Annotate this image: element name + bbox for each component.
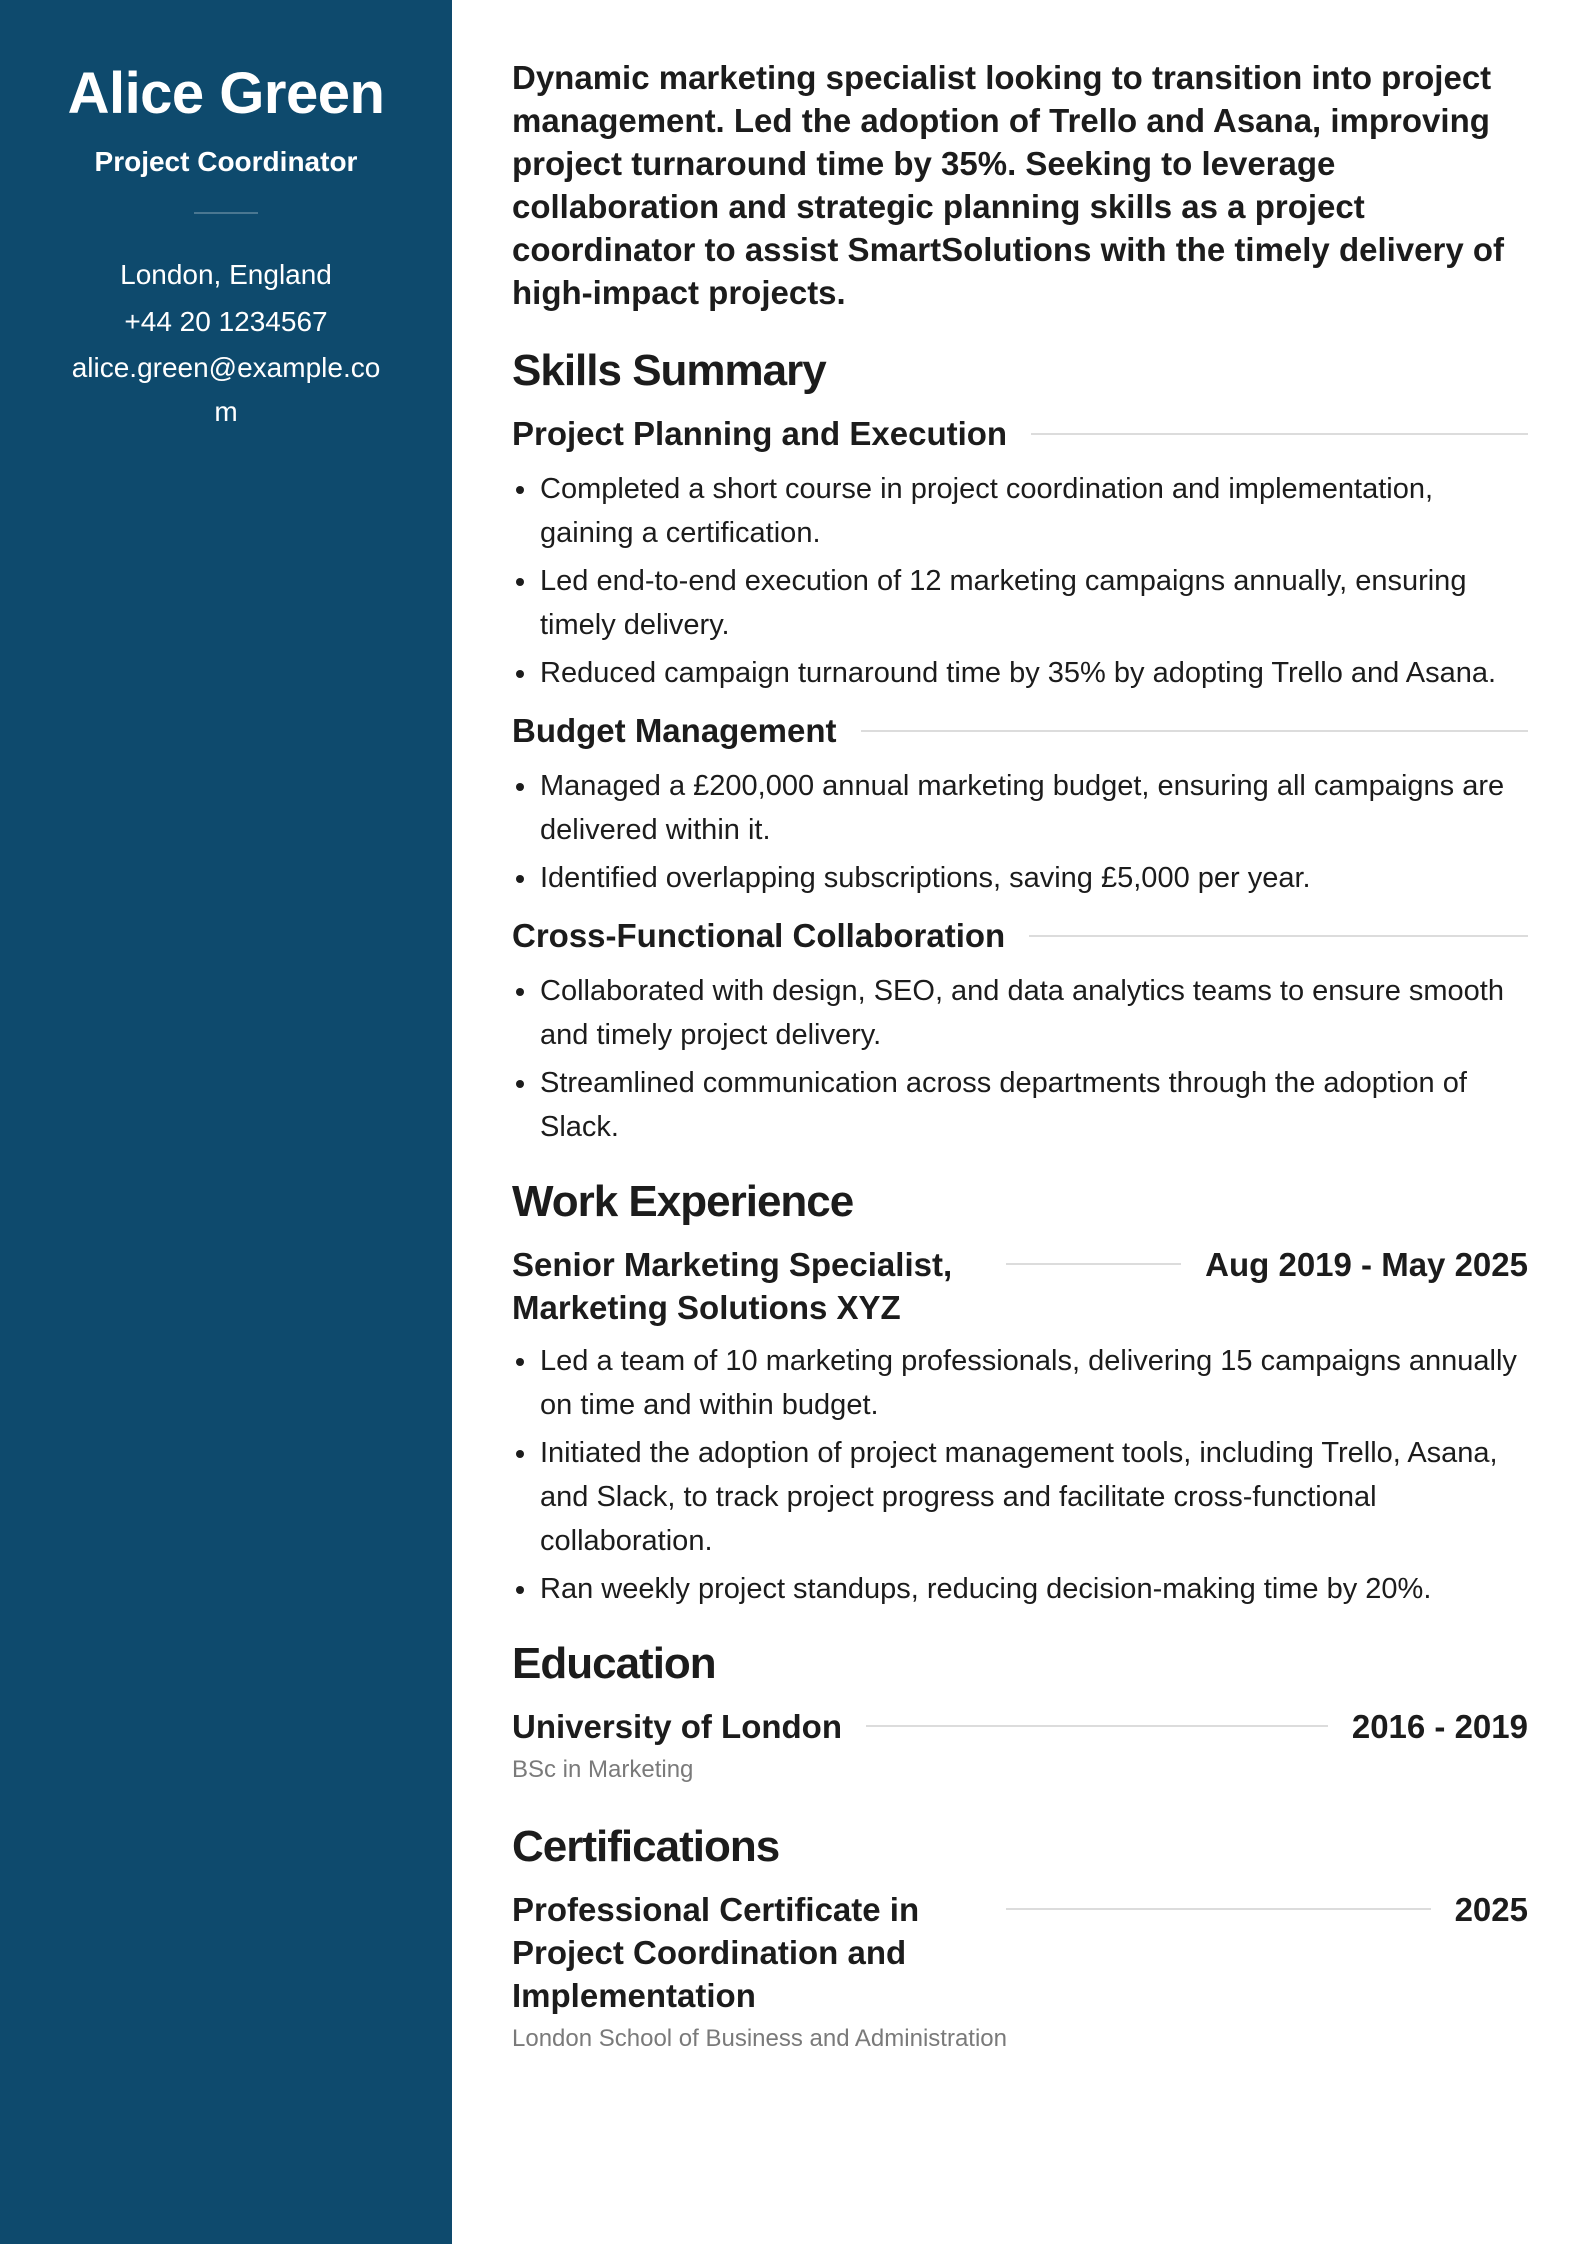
contact-location: London, England (120, 259, 332, 290)
job-title: Senior Marketing Specialist, Marketing Solutions XYZ (512, 1246, 953, 1326)
bullet-item: Managed a £200,000 annual marketing budget, ensuring all campaigns are delivered within it. (540, 764, 1528, 852)
job-dates: Aug 2019 - May 2025 (1205, 1246, 1528, 1283)
candidate-role: Project Coordinator (94, 146, 358, 177)
professional-summary: Dynamic marketing specialist looking to transition into project management. Led the adoption of Trello and Asana, improving project turnaround time by 35%. Seeking to leverage collaboration and strategic planning skills as a project coordinator to assist SmartSolutions with the timely delivery of high-impact projects. (512, 59, 1505, 311)
skill-group-header (512, 914, 1528, 957)
bullet-item: Completed a short course in project coordination and implementation, gaining a certification. (540, 467, 1528, 555)
certifications-heading: Certifications (512, 1822, 780, 1871)
certification-name: Professional Certificate in Project Coordination and Implementation (512, 1891, 920, 2014)
education-header (512, 1705, 1528, 1748)
section-rule (861, 730, 1528, 732)
skill-bullets (512, 969, 1528, 1149)
bullet-item: Led a team of 10 marketing professionals, delivering 15 campaigns annually on time and within budget. (540, 1339, 1528, 1427)
degree: BSc in Marketing (512, 1756, 694, 1783)
experience-heading: Work Experience (512, 1177, 854, 1226)
bullet-item: Collaborated with design, SEO, and data analytics teams to ensure smooth and timely project delivery. (540, 969, 1528, 1057)
experience-section (512, 1175, 1528, 1611)
bullet-item: Ran weekly project standups, reducing decision-making time by 20%. (540, 1567, 1528, 1611)
skills-heading: Skills Summary (512, 346, 826, 395)
school-name: University of London (512, 1708, 842, 1745)
candidate-name: Alice Green (67, 61, 385, 126)
job-bullets (512, 1339, 1528, 1611)
bullet-item: Reduced campaign turnaround time by 35% by adopting Trello and Asana. (540, 651, 1528, 695)
education-heading: Education (512, 1639, 716, 1688)
skill-bullets (512, 467, 1528, 695)
skill-group-title: Cross-Functional Collaboration (512, 917, 1006, 954)
section-rule (1006, 1263, 1181, 1265)
section-rule (1029, 935, 1528, 937)
contact-email: alice.green@example.com (71, 352, 381, 427)
skills-section (512, 344, 1528, 1149)
certifications-section (512, 1820, 1528, 2055)
skill-bullets (512, 764, 1528, 900)
skill-group-header (512, 709, 1528, 752)
bullet-item: Led end-to-end execution of 12 marketing campaigns annually, ensuring timely delivery. (540, 559, 1528, 647)
bullet-item: Initiated the adoption of project management tools, including Trello, Asana, and Slack, to track project progress and facilitate cross-functional collaboration. (540, 1431, 1528, 1563)
education-dates: 2016 - 2019 (1351, 1708, 1528, 1745)
section-rule (1031, 433, 1528, 435)
skill-group-title: Budget Management (512, 712, 837, 749)
certification-year: 2025 (1454, 1891, 1528, 1928)
skill-group-header (512, 412, 1528, 455)
main-content (452, 0, 1588, 2244)
job-header (512, 1243, 1528, 1329)
certification-issuer: London School of Business and Administration (512, 2025, 1007, 2052)
contact-info (0, 252, 452, 434)
sidebar (0, 0, 452, 2244)
section-rule (866, 1725, 1328, 1727)
sidebar-divider (194, 212, 258, 214)
skill-group-title: Project Planning and Execution (512, 415, 1008, 452)
certification-header (512, 1888, 1528, 2017)
education-section (512, 1637, 1528, 1786)
bullet-item: Identified overlapping subscriptions, saving £5,000 per year. (540, 856, 1528, 900)
section-rule (1006, 1908, 1431, 1910)
bullet-item: Streamlined communication across departments through the adoption of Slack. (540, 1061, 1528, 1149)
contact-phone: +44 20 1234567 (124, 306, 328, 337)
